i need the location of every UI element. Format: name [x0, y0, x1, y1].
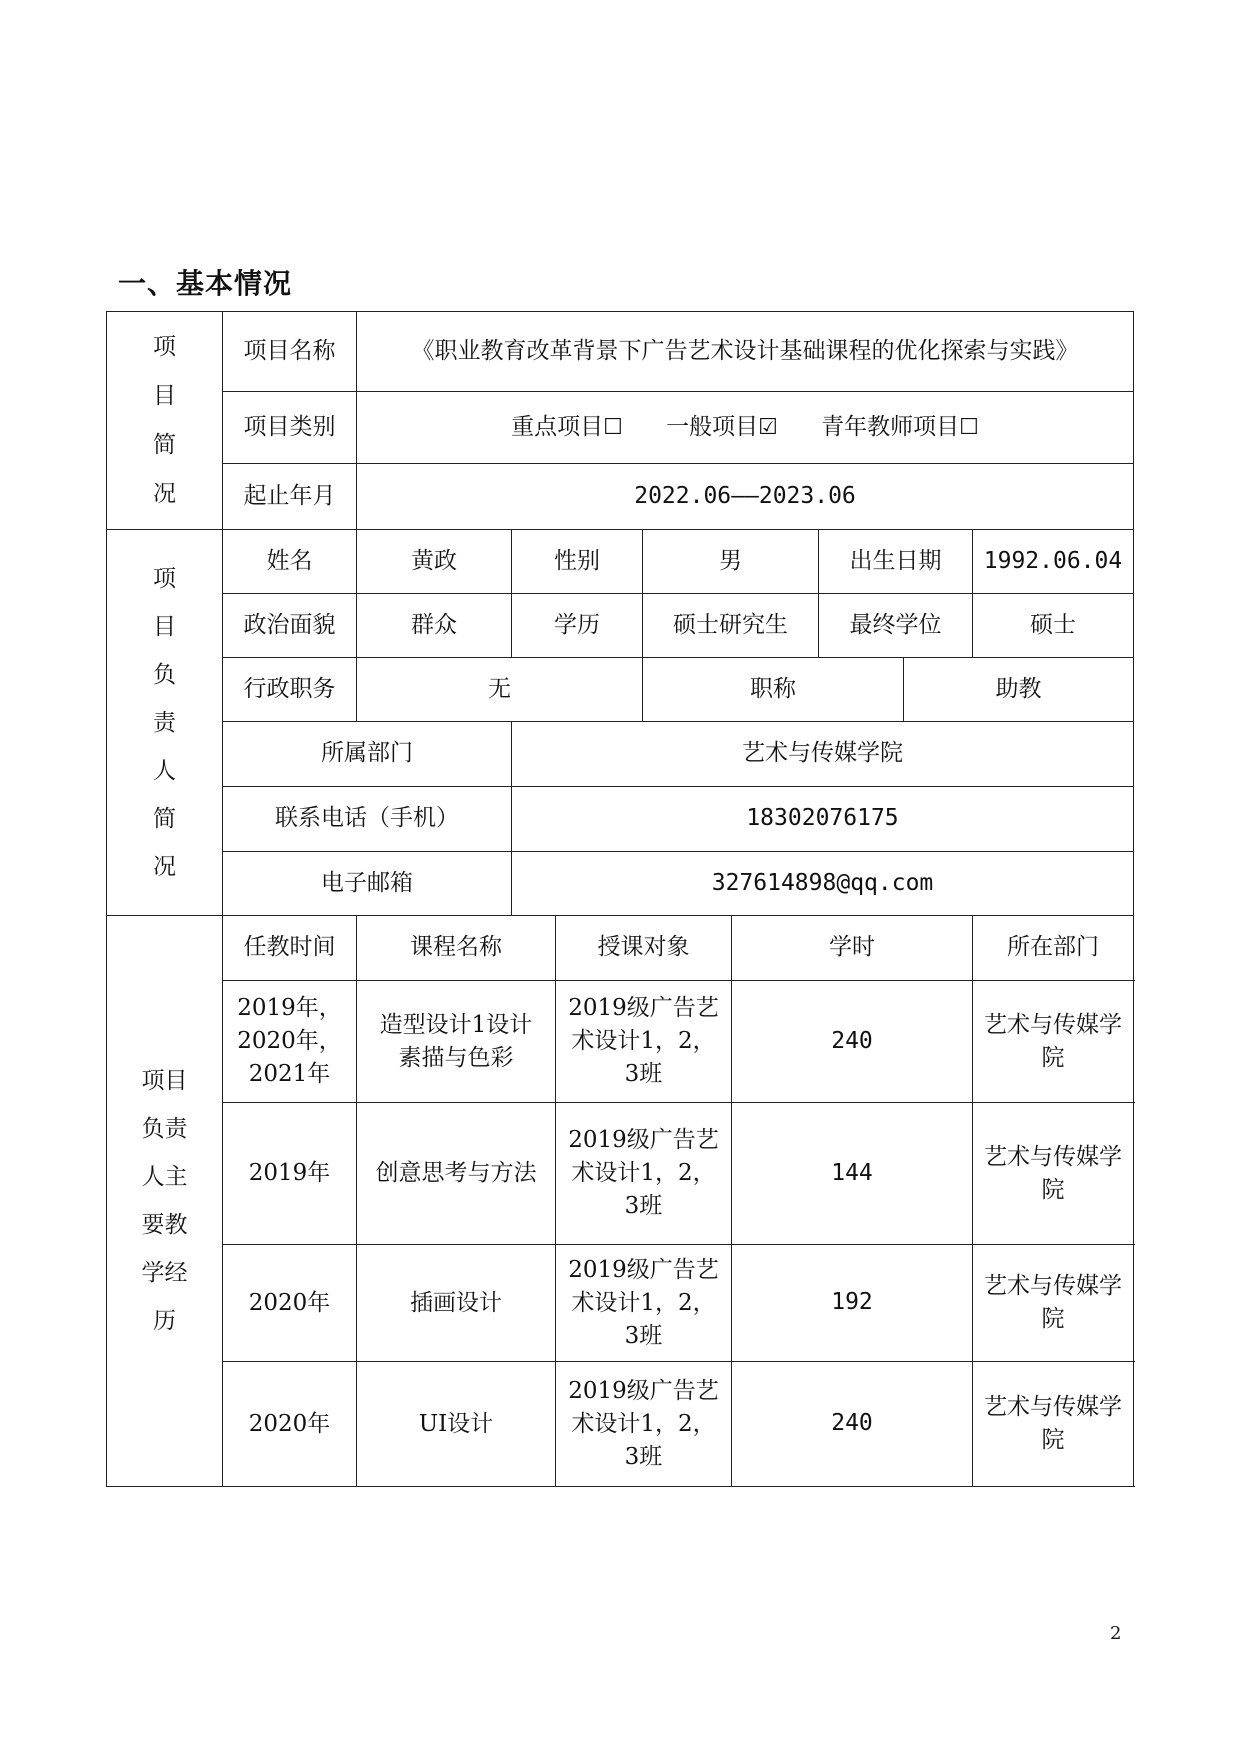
teaching-hours: 240: [732, 981, 973, 1103]
teaching-course: 插画设计: [357, 1245, 556, 1362]
project-category-options: [357, 392, 1134, 464]
basic-info-table: [106, 311, 1134, 1487]
leader-name-label: 姓名: [223, 530, 357, 594]
category-option-young-teacher[interactable]: 青年教师项目☐: [821, 413, 979, 440]
teaching-hours: 144: [732, 1103, 973, 1245]
checkbox-unchecked-icon: ☐: [959, 414, 979, 440]
teaching-time: 2020年: [223, 1245, 357, 1362]
project-period-value: 2022.06——2023.06: [357, 464, 1134, 530]
category-option-key[interactable]: 重点项目☐: [511, 413, 623, 440]
section-title: 一、基本情况: [118, 267, 293, 300]
leader-education-label: 学历: [512, 594, 643, 658]
teaching-course: UI设计: [357, 1362, 556, 1487]
project-name-value: 《职业教育改革背景下广告艺术设计基础课程的优化探索与实践》: [357, 312, 1134, 392]
category-option-general[interactable]: 一般项目☑: [666, 413, 778, 440]
teaching-header-dept: 所在部门: [973, 916, 1134, 981]
teaching-hours: 192: [732, 1245, 973, 1362]
teaching-group-label: 项目 负责 人主 要教 学经 历: [107, 916, 223, 1487]
leader-birth-value: 1992.06.04: [973, 530, 1134, 594]
leader-title-value: 助教: [904, 658, 1134, 722]
project-period-label: 起止年月: [223, 464, 357, 530]
teaching-target: 2019级广告艺 术设计1，2， 3班: [556, 1103, 732, 1245]
teaching-header-hours: 学时: [732, 916, 973, 981]
teaching-target: 2019级广告艺 术设计1，2， 3班: [556, 1245, 732, 1362]
table-row: [107, 1362, 1134, 1487]
teaching-header-course: 课程名称: [357, 916, 556, 981]
teaching-time: 2019年， 2020年， 2021年: [223, 981, 357, 1103]
leader-dept-label: 所属部门: [223, 722, 512, 787]
teaching-header-target: 授课对象: [556, 916, 732, 981]
teaching-course: 造型设计1设计 素描与色彩: [357, 981, 556, 1103]
leader-admin-label: 行政职务: [223, 658, 357, 722]
teaching-target: 2019级广告艺 术设计1，2， 3班: [556, 981, 732, 1103]
leader-dept-value: 艺术与传媒学院: [512, 722, 1134, 787]
table-row: [107, 981, 1134, 1103]
teaching-time: 2019年: [223, 1103, 357, 1245]
leader-gender-value: 男: [643, 530, 819, 594]
leader-education-value: 硕士研究生: [643, 594, 819, 658]
leader-name-value: 黄政: [357, 530, 512, 594]
teaching-dept: 艺术与传媒学 院: [973, 981, 1134, 1103]
leader-group-label: 项 目 负 责 人 简 况: [107, 530, 223, 916]
teaching-dept: 艺术与传媒学 院: [973, 1103, 1134, 1245]
leader-political-value: 群众: [357, 594, 512, 658]
checkbox-checked-icon: ☑: [758, 414, 778, 440]
leader-birth-label: 出生日期: [819, 530, 973, 594]
teaching-time: 2020年: [223, 1362, 357, 1487]
project-name-label: 项目名称: [223, 312, 357, 392]
checkbox-unchecked-icon: ☐: [603, 414, 623, 440]
leader-gender-label: 性别: [512, 530, 643, 594]
teaching-course: 创意思考与方法: [357, 1103, 556, 1245]
leader-title-label: 职称: [643, 658, 904, 722]
project-overview-group-label: 项 目 简 况: [107, 312, 223, 530]
teaching-dept: 艺术与传媒学 院: [973, 1362, 1134, 1487]
table-row: [107, 1245, 1134, 1362]
leader-political-label: 政治面貌: [223, 594, 357, 658]
page-number: 2: [1110, 1623, 1122, 1644]
teaching-hours: 240: [732, 1362, 973, 1487]
leader-admin-value: 无: [357, 658, 643, 722]
leader-email-value: 327614898@qq.com: [512, 852, 1134, 916]
project-category-label: 项目类别: [223, 392, 357, 464]
teaching-header-time: 任教时间: [223, 916, 357, 981]
leader-email-label: 电子邮箱: [223, 852, 512, 916]
table-row: [107, 1103, 1134, 1245]
leader-degree-value: 硕士: [973, 594, 1134, 658]
leader-degree-label: 最终学位: [819, 594, 973, 658]
teaching-target: 2019级广告艺 术设计1，2， 3班: [556, 1362, 732, 1487]
leader-phone-label: 联系电话（手机）: [223, 787, 512, 852]
teaching-dept: 艺术与传媒学 院: [973, 1245, 1134, 1362]
leader-phone-value: 18302076175: [512, 787, 1134, 852]
